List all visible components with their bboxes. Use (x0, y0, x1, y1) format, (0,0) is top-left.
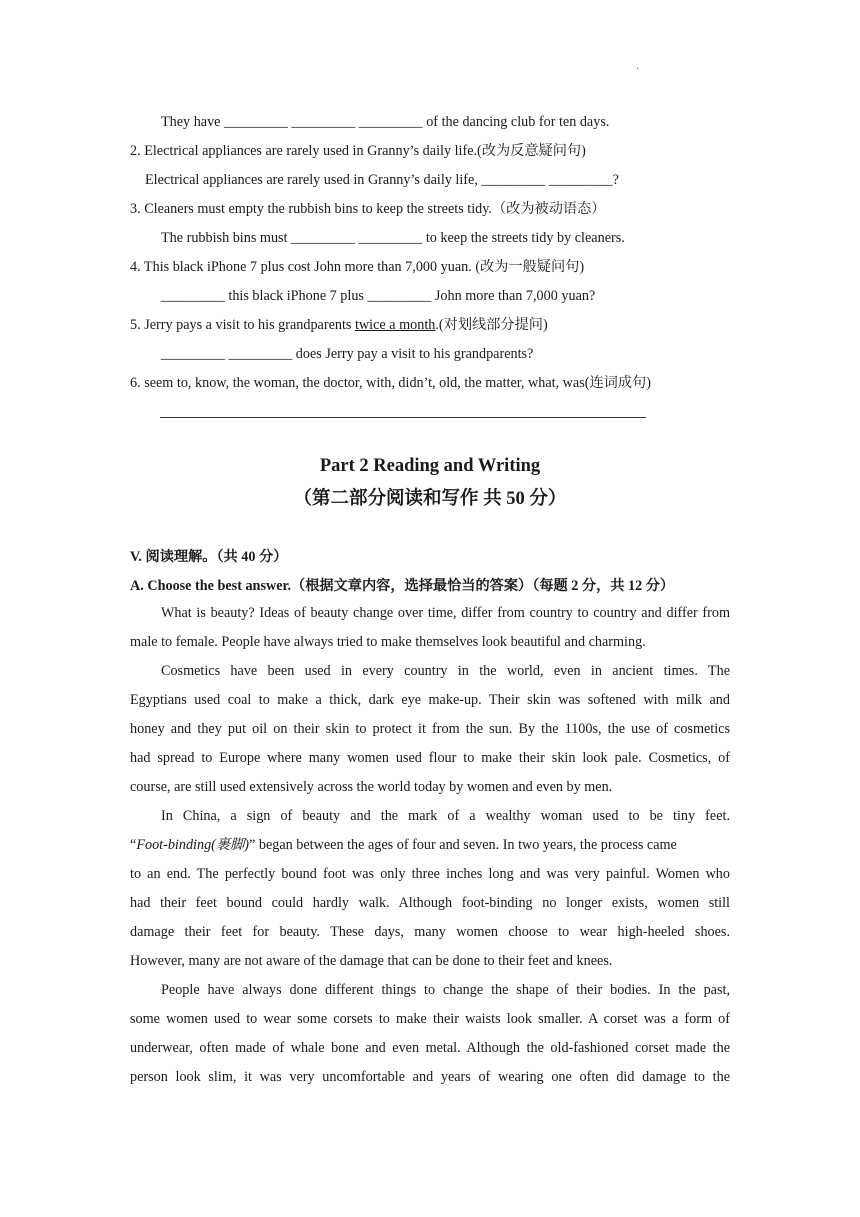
q4-prompt: 4. This black iPhone 7 plus cost John more than 7,000 yuan. (改为一般疑问句) (130, 259, 585, 275)
section-v-heading: V. 阅读理解。（共 40 分） (130, 549, 288, 565)
p4-line-2: some women used to wear some corsets to make their waists look smaller. A corset was a form of (130, 1011, 730, 1027)
foot-binding-term: Foot-binding(裹脚) (136, 837, 250, 853)
q6-prompt: 6. seem to, know, the woman, the doctor, with, didn’t, old, the matter, what, was(连词成句) (130, 375, 651, 391)
q2-answer-line: Electrical appliances are rarely used in Granny’s daily life, _________ _________? (145, 172, 619, 188)
p4-line-3: underwear, often made of whale bone and even metal. Although the old-fashioned corset made the (130, 1040, 730, 1056)
q2-prompt: 2. Electrical appliances are rarely used in Granny’s daily life.(改为反意疑问句) (130, 143, 586, 159)
p3-line-2-text: ” began between the ages of four and seven. In two years, the process came (249, 837, 677, 853)
p2-line-2: Egyptians used coal to make a thick, dark eye make-up. Their skin was softened with milk and (130, 692, 730, 708)
q5-prompt-text: 5. Jerry pays a visit to his grandparents (130, 317, 355, 333)
p3-line-3: to an end. The perfectly bound foot was only three inches long and was very painful. Women who (130, 866, 730, 882)
p3-quote-open: “ (130, 837, 137, 853)
p4-line-1: People have always done different things to change the shape of their bodies. In the past, (161, 982, 730, 998)
p3-line-6: However, many are not aware of the damage that can be done to their feet and knees. (130, 953, 613, 969)
p3-line-4: had their feet bound could hardly walk. Although foot-binding no longer exists, women still (130, 895, 730, 911)
reading-passage (130, 599, 730, 1092)
passage-paragraph-3 (130, 802, 730, 976)
q5-prompt (130, 315, 548, 335)
p4-line-4: person look slim, it was very uncomfortable and years of wearing one often did damage to the (130, 1069, 730, 1085)
p3-line-2 (99, 831, 730, 860)
q5-answer-line: _________ _________ does Jerry pay a visit to his grandparents? (161, 346, 534, 362)
passage-paragraph-4 (130, 976, 730, 1092)
q4-answer-line: _________ this black iPhone 7 plus _________ John more than 7,000 yuan? (161, 288, 596, 304)
q6-answer-blank (160, 417, 646, 418)
q3-prompt: 3. Cleaners must empty the rubbish bins to keep the streets tidy.（改为被动语态） (130, 201, 606, 217)
header-mark: · (636, 64, 640, 75)
q3-answer-line: The rubbish bins must _________ _________ to keep the streets tidy by cleaners. (161, 230, 625, 246)
q5-prompt-instruction: .(对划线部分提问) (435, 317, 548, 333)
p2-line-5: course, are still used extensively across the world today by women and even by men. (130, 779, 613, 795)
passage-paragraph-2 (130, 657, 730, 802)
passage-paragraph-1: What is beauty? Ideas of beauty change over time, differ from country to country and differ from male to female. People have always tried to make themselves look beautiful and charming. (130, 605, 730, 650)
p2-line-1: Cosmetics have been used in every country in the world, even in ancient times. The (161, 663, 730, 679)
q5-underlined-phrase: twice a month (354, 317, 436, 333)
p2-line-4: had spread to Europe where many women used flour to make their skin look pale. Cosmetics, of (130, 750, 730, 766)
p3-line-1: In China, a sign of beauty and the mark of a wealthy woman used to be tiny feet. (161, 808, 730, 824)
q1-answer-line: They have _________ _________ _________ of the dancing club for ten days. (161, 114, 610, 130)
part2-subtitle: （第二部分阅读和写作 共 50 分） (293, 489, 567, 509)
p2-line-3: honey and they put oil on their skin to protect it from the sun. By the 1100s, the use of cosmetics (130, 721, 730, 737)
part2-title: Part 2 Reading and Writing (319, 456, 541, 476)
p3-line-5: damage their feet for beauty. These days, many women choose to wear high-heeled shoes. (130, 924, 730, 940)
section-a-heading: A. Choose the best answer.（根据文章内容，选择最恰当的答案）（每题 2 分，共 12 分） (130, 578, 675, 594)
